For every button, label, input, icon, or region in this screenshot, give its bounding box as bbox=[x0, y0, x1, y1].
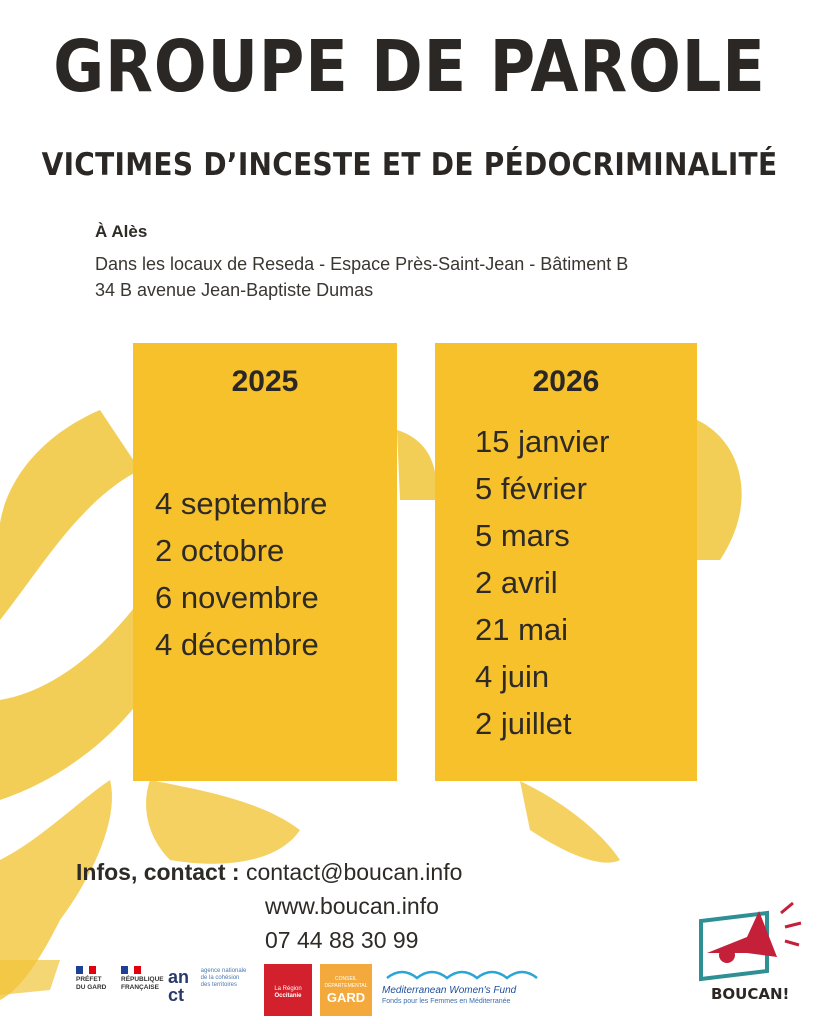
mediterranean-womens-fund-logo: Mediterranean Women's Fund Fonds pour les Femmes en Méditerranée bbox=[382, 966, 562, 1007]
schedule-card-2025 bbox=[133, 343, 397, 781]
wave-icon bbox=[382, 966, 552, 982]
boucan-logo bbox=[697, 893, 807, 1015]
location-address-line-1: Dans les locaux de Reseda - Espace Près-Saint-Jean - Bâtiment B bbox=[95, 254, 629, 274]
anct-logo: an ct agence nationale de la cohésion des territoires bbox=[168, 967, 247, 1005]
date-item: 4 septembre bbox=[155, 486, 328, 521]
location-block bbox=[95, 222, 628, 303]
date-item: 2 octobre bbox=[155, 533, 285, 568]
anct-mark: an ct bbox=[168, 967, 190, 1005]
megaphone-icon bbox=[697, 893, 807, 985]
contact-label: Infos, contact : bbox=[76, 859, 240, 885]
date-item: 4 juin bbox=[475, 659, 550, 694]
region-occitanie-logo: La Région Occitanie bbox=[264, 964, 312, 1016]
location-city: À Alès bbox=[95, 222, 148, 241]
date-item: 6 novembre bbox=[155, 580, 319, 615]
date-item: 5 février bbox=[475, 471, 587, 506]
date-item: 15 janvier bbox=[475, 424, 610, 459]
date-item: 2 juillet bbox=[475, 706, 572, 741]
date-item: 5 mars bbox=[475, 518, 570, 553]
year-label: 2025 bbox=[231, 365, 299, 398]
republique-francaise-logo: RÉPUBLIQUE FRANÇAISE bbox=[121, 966, 164, 992]
page-subtitle: VICTIMES D’INCESTE ET DE PÉDOCRIMINALITÉ bbox=[41, 146, 778, 183]
contact-phone: 07 44 88 30 99 bbox=[265, 927, 419, 953]
date-item: 2 avril bbox=[475, 565, 558, 600]
date-item: 21 mai bbox=[475, 612, 569, 647]
contact-block bbox=[76, 855, 462, 957]
gard-departement-logo: CONSEIL DÉPARTEMENTAL GARD bbox=[320, 964, 372, 1016]
page-title: GROUPE DE PAROLE bbox=[53, 24, 766, 109]
date-list bbox=[475, 418, 609, 747]
location-address-line-2: 34 B avenue Jean-Baptiste Dumas bbox=[95, 280, 374, 300]
contact-email-link[interactable]: contact@boucan.info bbox=[245, 859, 463, 885]
french-flag-icon bbox=[76, 966, 96, 974]
contact-website-link[interactable]: www.boucan.info bbox=[265, 893, 439, 919]
schedule-card-2026 bbox=[435, 343, 697, 781]
date-list bbox=[155, 480, 327, 668]
year-label: 2026 bbox=[532, 365, 600, 398]
date-item: 4 décembre bbox=[155, 627, 319, 662]
boucan-wordmark: BOUCAN! bbox=[711, 985, 790, 1003]
prefet-gard-logo: PRÉFET DU GARD bbox=[76, 966, 106, 992]
french-flag-icon bbox=[121, 966, 141, 974]
